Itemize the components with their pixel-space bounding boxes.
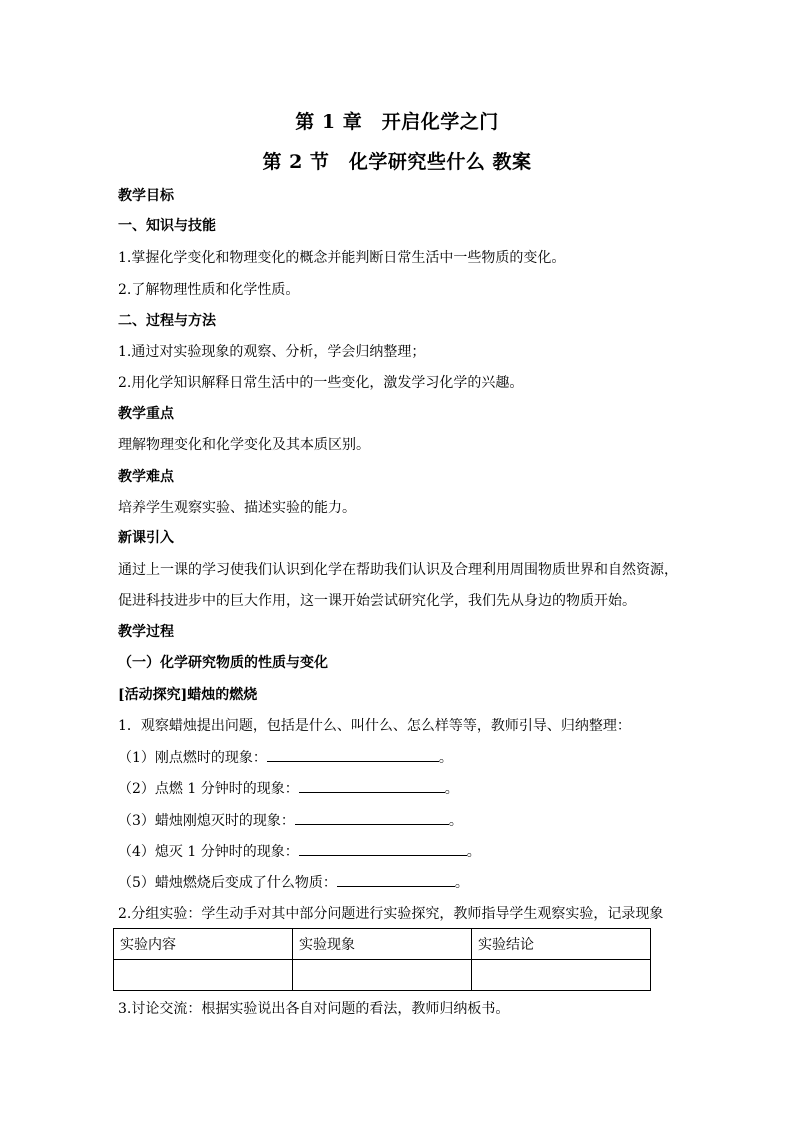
process-heading: 教学过程 — [118, 624, 174, 640]
question-3 — [118, 810, 463, 831]
question-end: 。 — [438, 750, 453, 766]
question-label: （5）蜡烛燃烧后变成了什么物质： — [118, 875, 337, 891]
question-label: （4）熄灭 1 分钟时的现象： — [118, 844, 299, 860]
question-4 — [118, 841, 481, 862]
question-2 — [118, 778, 459, 799]
process-method-item-2: 2.用化学知识解释日常生活中的一些变化，激发学习化学的兴趣。 — [118, 375, 524, 391]
intro-heading: 新课引入 — [118, 530, 174, 546]
process-method-item-1: 1.通过对实验现象的观察、分析，学会归纳整理； — [118, 344, 426, 360]
experiment-table — [113, 928, 651, 991]
table-cell-empty[interactable] — [114, 960, 293, 991]
section-title: 第 2 节 化学研究些什么 教案 — [262, 151, 532, 173]
process-method-heading: 二、过程与方法 — [118, 313, 216, 329]
intro-line-2: 促进科技进步中的巨大作用，这一课开始尝试研究化学，我们先从身边的物质开始。 — [118, 593, 636, 609]
knowledge-item-2: 2.了解物理性质和化学性质。 — [118, 282, 300, 298]
step-1: 1．观察蜡烛提出问题，包括是什么、叫什么、怎么样等等，教师引导、归纳整理： — [118, 718, 631, 734]
question-end: 。 — [454, 875, 469, 891]
table-row — [114, 960, 651, 991]
intro-line-1: 通过上一课的学习使我们认识到化学在帮助我们认识及合理利用周围物质世界和自然资源， — [118, 562, 678, 578]
answer-blank[interactable] — [337, 872, 455, 887]
question-label: （2）点燃 1 分钟时的现象： — [118, 781, 299, 797]
objectives-heading: 教学目标 — [118, 188, 174, 204]
table-header-cell: 实验内容 — [114, 929, 293, 960]
question-label: （3）蜡烛刚熄灭时的现象： — [118, 813, 295, 829]
question-label: （1）刚点燃时的现象： — [118, 750, 267, 766]
knowledge-item-1: 1.掌握化学变化和物理变化的概念并能判断日常生活中一些物质的变化。 — [118, 250, 566, 266]
question-1 — [118, 747, 453, 768]
answer-blank[interactable] — [299, 778, 445, 793]
key-points-text: 理解物理变化和化学变化及其本质区别。 — [118, 437, 370, 453]
question-end: 。 — [466, 844, 481, 860]
question-end: 。 — [448, 813, 463, 829]
key-points-heading: 教学重点 — [118, 406, 174, 422]
table-header-cell: 实验现象 — [293, 929, 472, 960]
step-3: 3.讨论交流：根据实验说出各自对问题的看法，教师归纳板书。 — [118, 1001, 510, 1017]
answer-blank[interactable] — [267, 747, 439, 762]
table-header-row — [114, 929, 651, 960]
answer-blank[interactable] — [299, 841, 467, 856]
question-end: 。 — [444, 781, 459, 797]
step-2: 2.分组实验：学生动手对其中部分问题进行实验探究，教师指导学生观察实验，记录现象 — [118, 906, 664, 922]
activity-heading: [活动探究]蜡烛的燃烧 — [118, 687, 258, 703]
answer-blank[interactable] — [295, 810, 449, 825]
table-cell-empty[interactable] — [293, 960, 472, 991]
difficulties-text: 培养学生观察实验、描述实验的能力。 — [118, 500, 356, 516]
question-5 — [118, 872, 469, 893]
difficulties-heading: 教学难点 — [118, 469, 174, 485]
knowledge-heading: 一、知识与技能 — [118, 218, 216, 234]
chapter-title: 第 1 章 开启化学之门 — [295, 111, 499, 133]
process-sub-heading: （一）化学研究物质的性质与变化 — [118, 655, 328, 671]
table-cell-empty[interactable] — [472, 960, 651, 991]
table-header-cell: 实验结论 — [472, 929, 651, 960]
